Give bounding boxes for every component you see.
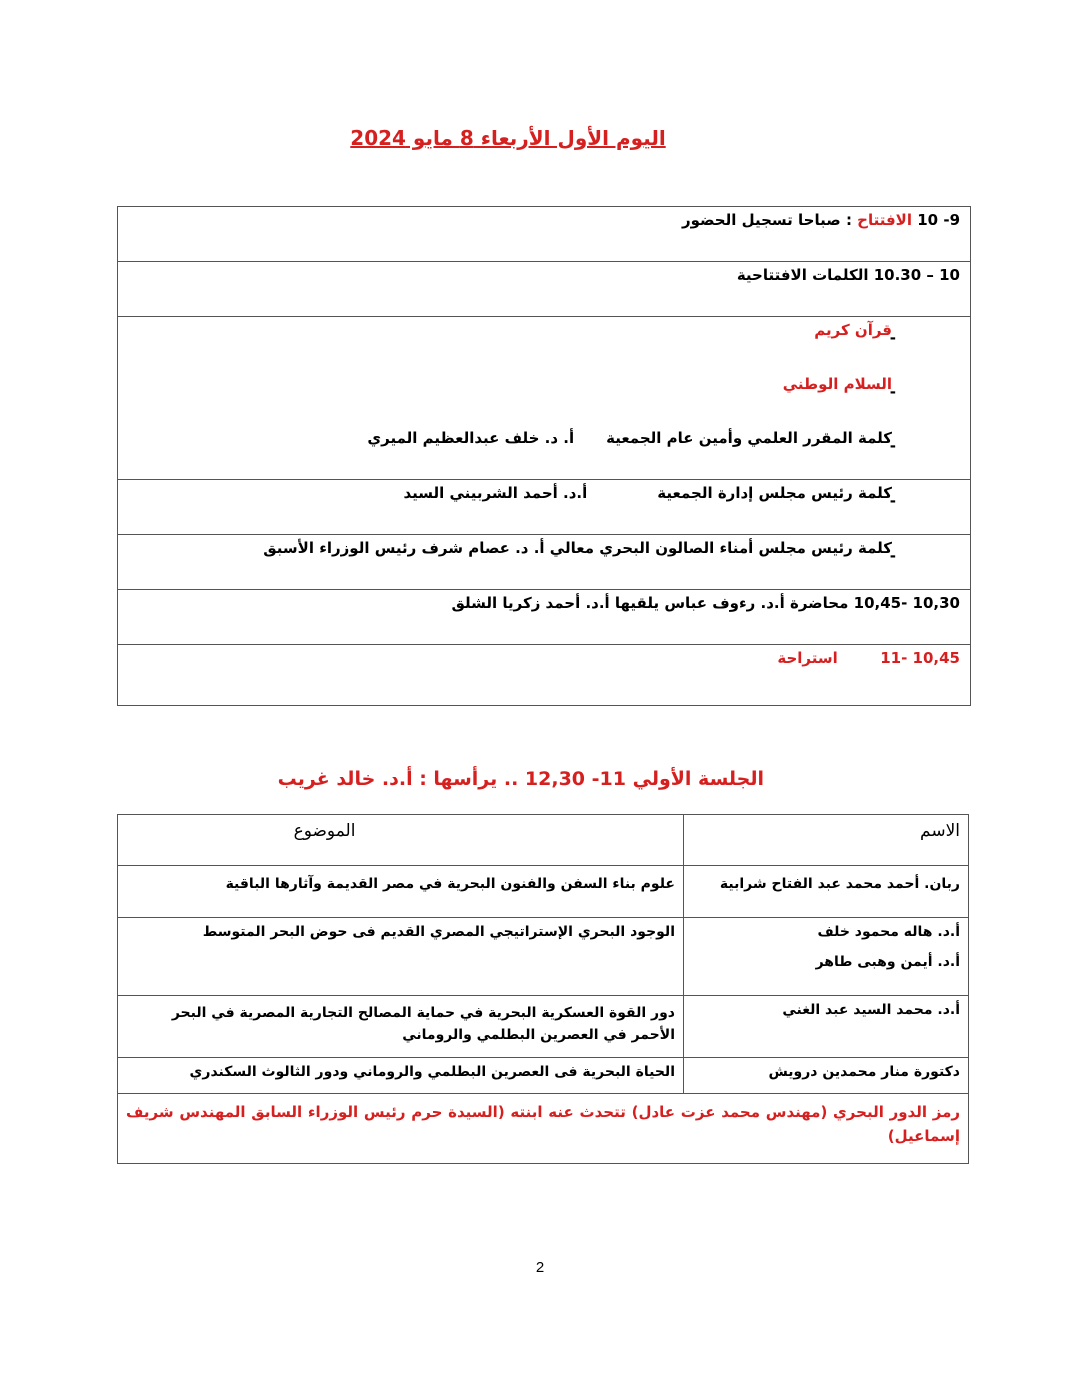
speech1-role: كلمة المقرر العلمي وأمين عام الجمعية: [606, 429, 892, 447]
speaker-name-2: أ.د. أيمن وهبى طاهر: [815, 954, 960, 970]
agenda-row-break: [118, 645, 970, 705]
talk-topic: دور القوة العسكرية البحرية في حماية المصالح التجارية المصرية في البحر الأحمر في العصرين البطلمي والروماني: [118, 996, 684, 1058]
agenda-row-speeches: [118, 262, 970, 317]
opening-separator: :: [840, 211, 858, 229]
break-time: 10,45 -11: [880, 649, 960, 667]
speeches-text: الكلمات الافتتاحية: [736, 266, 869, 284]
table-row: [118, 1058, 969, 1094]
table-row: [118, 918, 969, 996]
quran-item: قرآن كريم: [814, 321, 892, 339]
speech2-name: أ.د. أحمد الشربيني السيد: [403, 484, 588, 502]
name-column-header: الاسم: [684, 815, 969, 866]
speaker-name: ربان. أحمد محمد عبد الفتاح شرابية: [684, 866, 969, 918]
table-row: [118, 996, 969, 1058]
lecture-text: محاضرة أ.د. رءوف عباس يلقيها أ.د. أحمد زكريا الشلق: [451, 594, 849, 612]
speech2-item: [403, 484, 892, 502]
anthem-item: السلام الوطني: [782, 375, 892, 393]
session-header-row: [118, 815, 969, 866]
speaker-name: أ.د. محمد السيد عبد الغني: [684, 996, 969, 1058]
table-row-footnote: [118, 1094, 969, 1164]
agenda-bullets: - قرآن كريم - السلام الوطني - كلمة المقرر العلمي وأمين عام الجمعيةأ. د. خلف عبدالعظيم الميري: [118, 317, 970, 480]
page-number: 2: [535, 1259, 545, 1276]
agenda-row-speech3: - كلمة رئيس مجلس أمناء الصالون البحري معالي أ. د. عصام شرف رئيس الوزراء الأسبق: [118, 535, 970, 590]
lecture-time: 10,30 -10,45: [853, 594, 960, 612]
talk-topic: الوجود البحري الإستراتيجي المصري القديم فى حوض البحر المتوسط: [118, 918, 684, 996]
agenda-row-lecture: [118, 590, 970, 645]
opening-label: الافتتاح: [857, 211, 912, 229]
talk-topic: الحياة البحرية فى العصرين البطلمي والروماني ودور الثالوث السكندري: [118, 1058, 684, 1094]
footnote: رمز الدور البحري (مهندس محمد عزت عادل) تتحدث عنه ابنته (السيدة حرم رئيس الوزراء السابق المهندس شريف إسماعيل): [118, 1094, 969, 1164]
opening-text: صباحا تسجيل الحضور: [681, 211, 841, 229]
break-text: استراحة: [777, 649, 838, 667]
speech1-name: أ. د. خلف عبدالعظيم الميري: [367, 429, 575, 447]
speech3-item: كلمة رئيس مجلس أمناء الصالون البحري معالي أ. د. عصام شرف رئيس الوزراء الأسبق: [263, 539, 892, 557]
speech2-role: كلمة رئيس مجلس إدارة الجمعية: [657, 484, 892, 502]
speaker-name: أ.د. هاله محمود خلف: [817, 924, 960, 940]
topic-column-header: الموضوع: [118, 815, 684, 866]
speeches-time: 10 – 10.30: [873, 266, 960, 284]
talk-topic: علوم بناء السفن والفنون البحرية في مصر القديمة وآثارها الباقية: [118, 866, 684, 918]
agenda-table: [117, 206, 971, 706]
day-title: اليوم الأول الأربعاء 8 مايو 2024: [350, 126, 666, 150]
table-row: [118, 866, 969, 918]
agenda-row-opening: [118, 207, 970, 262]
session-table: [117, 814, 969, 1164]
agenda-row-speech2: - كلمة رئيس مجلس إدارة الجمعيةأ.د. أحمد الشربيني السيد: [118, 480, 970, 535]
session-title: الجلسة الأولي 11- 12,30 .. يرأسها : أ.د. خالد غريب: [277, 768, 764, 790]
opening-time: 9- 10: [917, 211, 960, 229]
speaker-names: [684, 918, 969, 996]
speaker-name: دكتورة منار محمدين درويش: [684, 1058, 969, 1094]
speech1-item: [367, 429, 892, 447]
